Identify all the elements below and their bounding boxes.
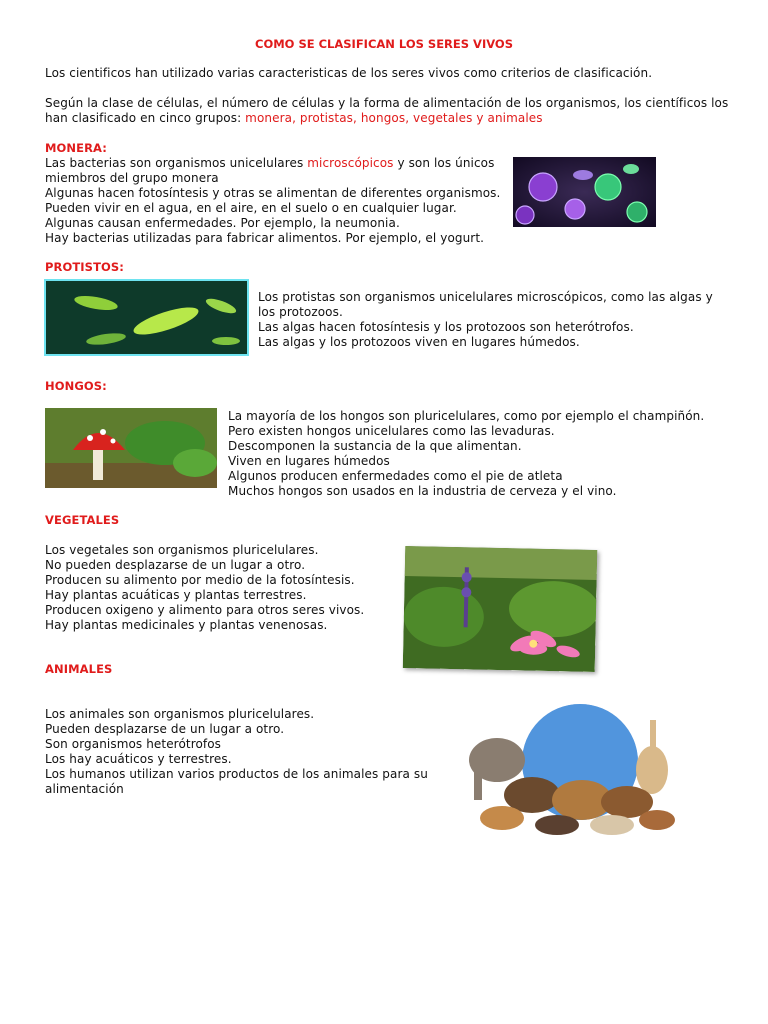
hongos-line-2: Pero existen hongos unicelulares como las levaduras.: [228, 424, 555, 438]
vegetales-line-6: Hay plantas medicinales y plantas venenosas.: [45, 618, 328, 632]
animales-line-1: Los animales son organismos pluricelulares.: [45, 707, 315, 721]
monera-line-3: Algunas hacen fotosíntesis y otras se alimentan de diferentes organismos.: [45, 186, 501, 200]
monera-line-2: miembros del grupo monera: [45, 171, 219, 185]
animales-line-2: Pueden desplazarse de un lugar a otro.: [45, 722, 285, 736]
hongos-heading: HONGOS:: [45, 379, 107, 393]
vegetales-line-1: Los vegetales son organismos pluricelulares.: [45, 543, 319, 557]
intro-paragraph-1: Los cientificos han utilizado varias caracteristicas de los seres vivos como criterios de clasificación.: [45, 66, 653, 80]
animales-line-3: Son organismos heterótrofos: [45, 737, 222, 751]
monera-line-4: Pueden vivir en el agua, en el aire, en el suelo o en cualquier lugar.: [45, 201, 457, 215]
intro-paragraph-2-line-2: [45, 111, 543, 126]
hongos-line-1: La mayoría de los hongos son pluricelulares, como por ejemplo el champiñón.: [228, 409, 705, 423]
protists-image: [44, 279, 249, 356]
animales-line-6: alimentación: [45, 782, 124, 796]
vegetales-line-3: Producen su alimento por medio de la fotosíntesis.: [45, 573, 355, 587]
intro-groups-list: monera, protistas, hongos, vegetales y animales: [245, 111, 543, 125]
hongos-line-4: Viven en lugares húmedos: [228, 454, 390, 468]
monera-highlight: microscópicos: [307, 156, 394, 170]
intro-groups-prefix: han clasificado en cinco grupos:: [45, 111, 246, 125]
protistos-line-4: Las algas y los protozoos viven en lugares húmedos.: [258, 335, 580, 349]
hongos-line-3: Descomponen la sustancia de la que alimentan.: [228, 439, 522, 453]
protistos-line-1: Los protistas son organismos unicelulares microscópicos, como las algas y: [258, 290, 713, 304]
monera-line-1-start: Las bacterias son organismos unicelulares: [45, 156, 308, 170]
vegetales-heading: VEGETALES: [45, 513, 120, 527]
animales-heading: ANIMALES: [45, 662, 113, 676]
protistos-heading: PROTISTOS:: [45, 260, 124, 274]
page-title: COMO SE CLASIFICAN LOS SERES VIVOS: [255, 37, 513, 51]
bacteria-image: [513, 157, 656, 227]
animales-line-5: Los humanos utilizan varios productos de los animales para su: [45, 767, 428, 781]
hongos-line-5: Algunos producen enfermedades como el pie de atleta: [228, 469, 563, 483]
animales-line-4: Los hay acuáticos y terrestres.: [45, 752, 232, 766]
protistos-line-3: Las algas hacen fotosíntesis y los protozoos son heterótrofos.: [258, 320, 634, 334]
vegetales-line-2: No pueden desplazarse de un lugar a otro.: [45, 558, 306, 572]
monera-line-5: Algunas causan enfermedades. Por ejemplo, la neumonia.: [45, 216, 400, 230]
monera-heading: MONERA:: [45, 141, 107, 155]
monera-line-6: Hay bacterias utilizadas para fabricar alimentos. Por ejemplo, el yogurt.: [45, 231, 485, 245]
intro-paragraph-2-line-1: Según la clase de células, el número de células y la forma de alimentación de los organismos, los científicos los: [45, 96, 729, 110]
vegetales-line-4: Hay plantas acuáticas y plantas terrestres.: [45, 588, 307, 602]
hongos-line-6: Muchos hongos son usados en la industria de cerveza y el vino.: [228, 484, 617, 498]
monera-line-1: [45, 156, 494, 171]
protistos-line-2: los protozoos.: [258, 305, 343, 319]
monera-line-1-end: y son los únicos: [393, 156, 495, 170]
plants-image: [403, 546, 598, 672]
animals-image: [462, 700, 688, 840]
mushroom-image: [45, 408, 217, 488]
vegetales-line-5: Producen oxigeno y alimento para otros seres vivos.: [45, 603, 365, 617]
